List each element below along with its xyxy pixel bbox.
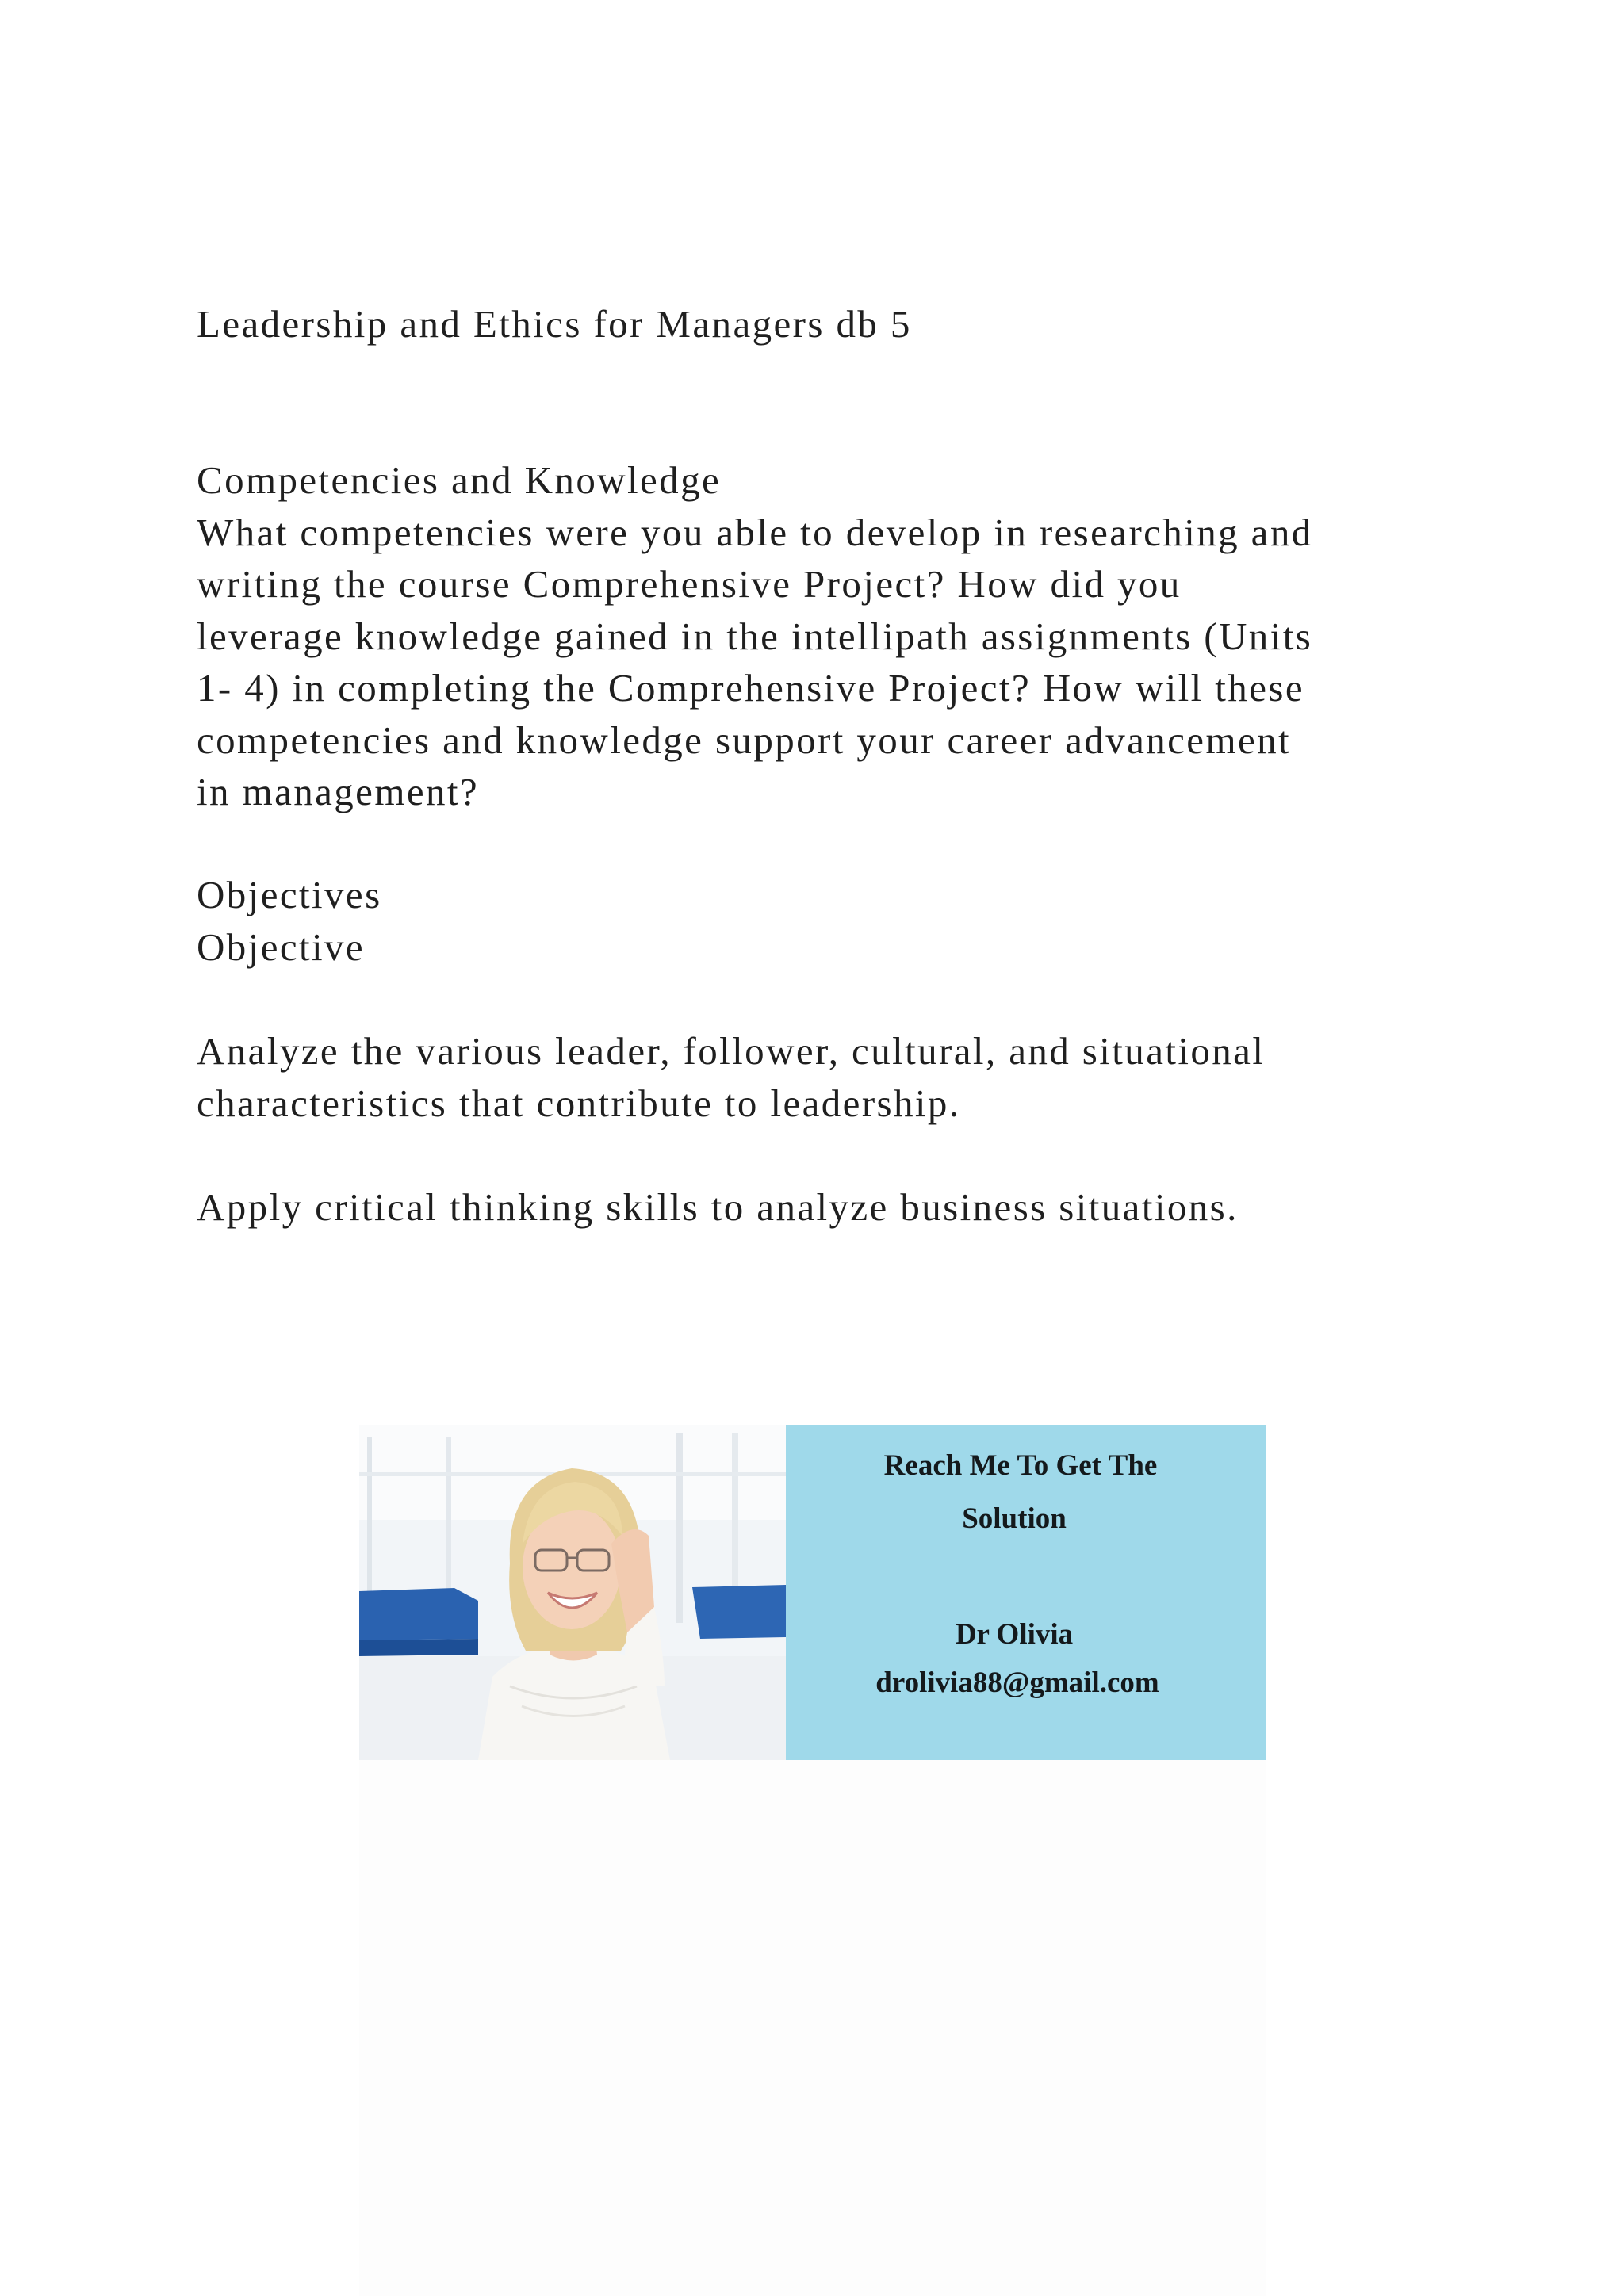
paragraph-line: 1- 4) in completing the Comprehensive Project? How will these [197,666,1304,710]
objective-analyze [197,1025,1497,1129]
woman-photo [359,1425,786,1760]
contact-panel [786,1425,1266,1760]
document-title-block [197,298,1497,350]
blank-area [359,1760,1266,2296]
objective-subheading: Objective [197,924,366,969]
competencies-heading: Competencies and Knowledge [197,458,722,502]
banner-line-2: Solution [962,1502,1067,1535]
paragraph-line: competencies and knowledge support your career advancement [197,718,1292,762]
paragraph-line: Apply critical thinking skills to analyze business situations. [197,1185,1239,1229]
contact-banner [359,1425,1266,1760]
paragraph-line: writing the course Comprehensive Project? How did you [197,562,1182,606]
paragraph-line: What competencies were you able to develop in researching and [197,510,1313,554]
competencies-section [197,454,1497,818]
banner-email: drolivia88@gmail.com [875,1667,1159,1699]
objectives-section [197,869,1497,973]
banner-name: Dr Olivia [955,1618,1074,1651]
paragraph-line: leverage knowledge gained in the intellipath assignments (Units [197,614,1313,658]
paragraph-line: characteristics that contribute to leadership. [197,1081,961,1125]
objectives-heading: Objectives [197,873,382,916]
banner-line-1: Reach Me To Get The [883,1449,1158,1482]
paragraph-line: in management? [197,770,480,813]
objective-apply [197,1181,1497,1234]
paragraph-line: Analyze the various leader, follower, cultural, and situational [197,1029,1266,1073]
document-title: Leadership and Ethics for Managers db 5 [197,302,912,346]
